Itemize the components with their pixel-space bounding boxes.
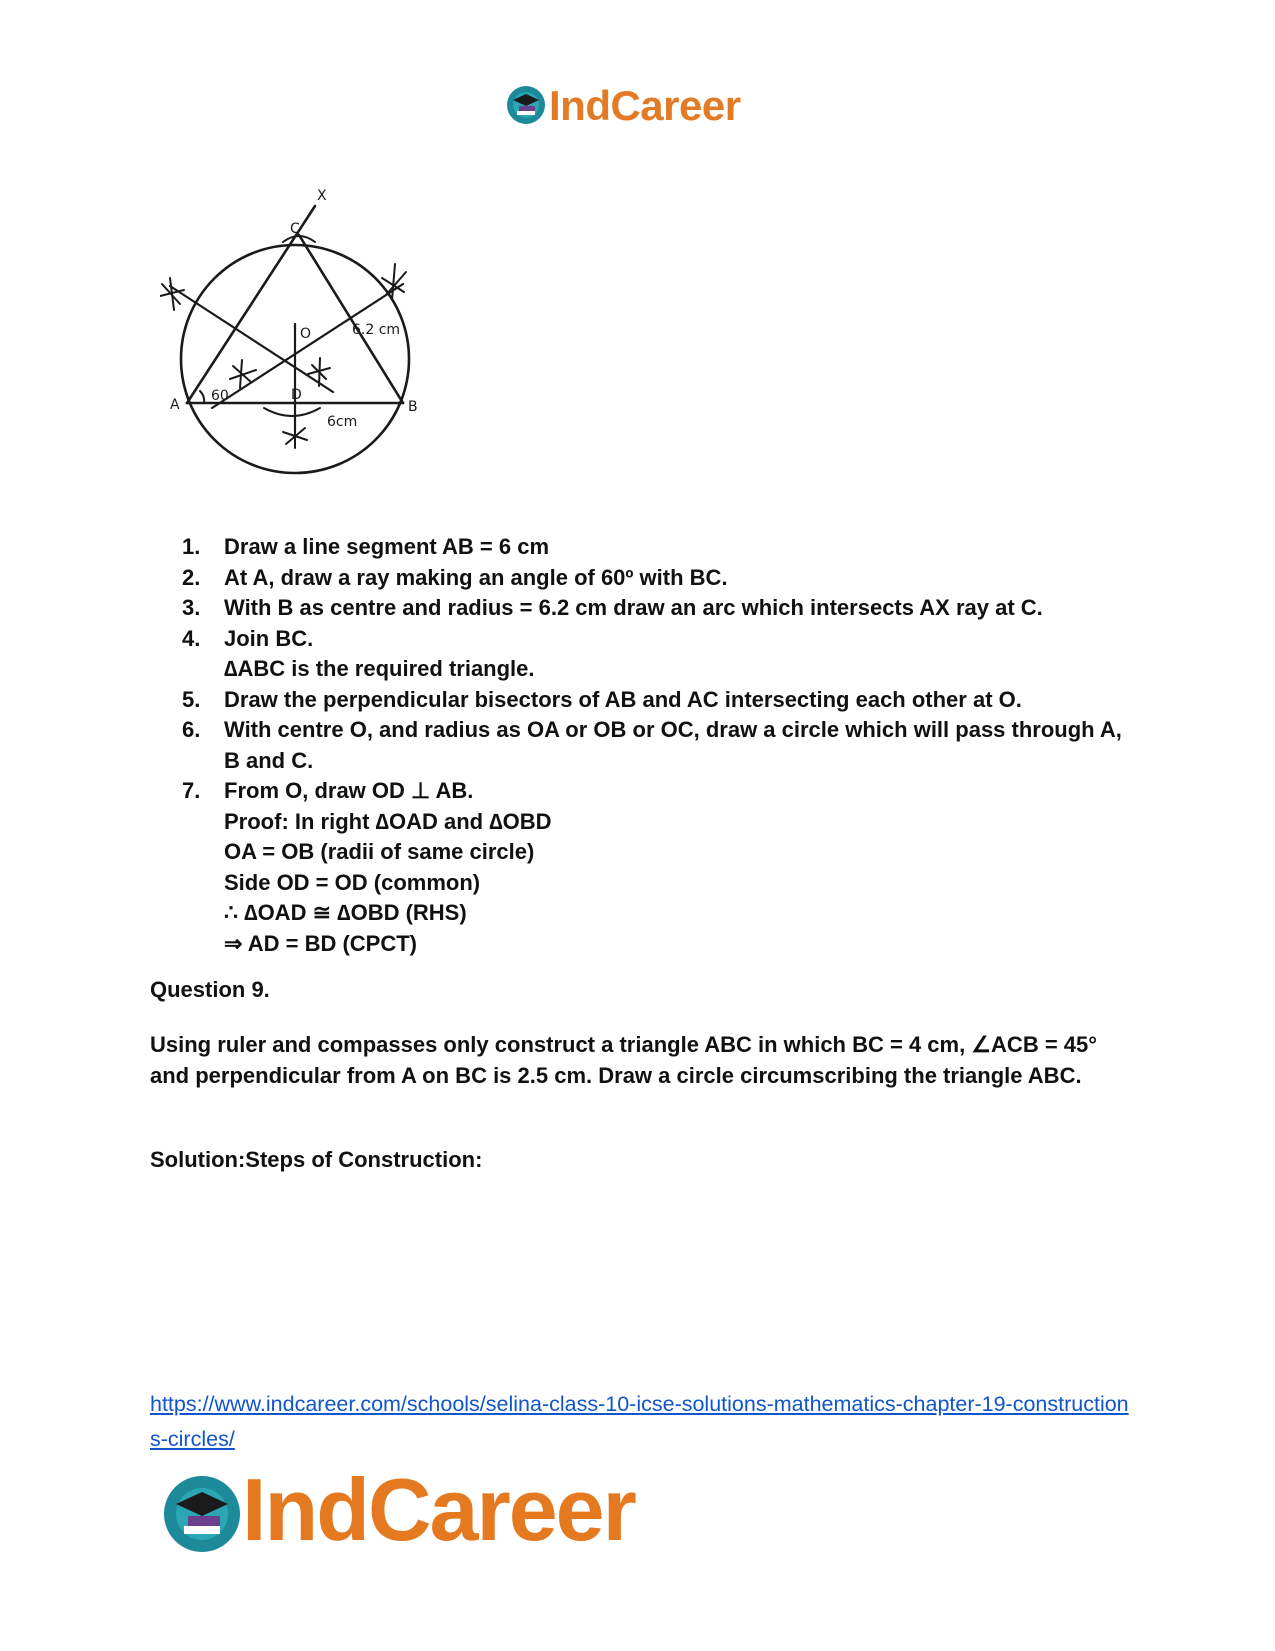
- step-item: [182, 532, 1142, 563]
- label-b: B: [408, 399, 418, 415]
- label-ab-length: 6cm: [327, 414, 358, 430]
- question-text: Using ruler and compasses only construct a triangle ABC in which BC = 4 cm, ∠ACB = 45° and perpendicular from A on BC is 2.5 cm. Draw a circle circumscribing the triangle ABC.: [150, 1032, 1098, 1088]
- step-item: [182, 715, 1142, 776]
- step-text: With B as centre and radius = 6.2 cm draw an arc which intersects AX ray at C.: [224, 595, 1043, 620]
- solution-heading: Solution:Steps of Construction:: [150, 1147, 483, 1172]
- construction-figure: [160, 186, 440, 486]
- label-d: D: [291, 387, 302, 403]
- header-logo-text: IndCareer: [549, 82, 741, 129]
- construction-steps: [182, 532, 1142, 959]
- step-text: Draw the perpendicular bisectors of AB and AC intersecting each other at O.: [224, 686, 1022, 712]
- logo-globe-icon: [505, 84, 547, 126]
- label-a: A: [170, 397, 180, 413]
- step-number: 4.: [182, 625, 201, 651]
- label-bc-length: 6.2 cm: [352, 322, 401, 338]
- proof-line: Side OD = OD (common): [224, 869, 481, 895]
- step-number: 7.: [182, 778, 201, 803]
- step-text: From O, draw OD ⊥ AB.: [224, 778, 474, 803]
- step-text: ∆ABC is the required triangle.: [224, 656, 535, 681]
- step-number: 6.: [182, 717, 201, 742]
- footer-logo-text: IndCareer: [242, 1460, 635, 1559]
- proof-line: ⇒ AD = BD (CPCT): [224, 930, 418, 956]
- proof-line: OA = OB (radii of same circle): [224, 839, 535, 864]
- step-item: [182, 624, 1142, 685]
- question-title: Question 9.: [150, 977, 270, 1002]
- step-number: 5.: [182, 686, 201, 712]
- label-angle: 60: [211, 388, 229, 404]
- label-c: C: [290, 221, 300, 237]
- step-item: [182, 776, 1142, 959]
- arc-at-a: [200, 391, 204, 403]
- source-link[interactable]: https://www.indcareer.com/schools/selina-class-10-icse-solutions-mathematics-chapter-19-constructions-circles/: [150, 1392, 1129, 1451]
- step-text: Draw a line segment AB = 6 cm: [224, 534, 550, 559]
- bisector-bc: [212, 284, 403, 408]
- step-number: 1.: [182, 534, 201, 559]
- step-text: At A, draw a ray making an angle of 60º with BC.: [224, 564, 728, 590]
- label-o: O: [300, 326, 312, 342]
- label-x: X: [317, 188, 327, 204]
- proof-line: Proof: In right ∆OAD and ∆OBD: [224, 808, 552, 834]
- proof-line: ∴ ∆OAD ≅ ∆OBD (RHS): [224, 900, 467, 925]
- step-text: With centre O, and radius as OA or OB or OC, draw a circle which will pass through A, B and C.: [224, 717, 1122, 773]
- step-number: 2.: [182, 564, 201, 590]
- step-item: [182, 685, 1142, 716]
- step-number: 3.: [182, 595, 201, 620]
- logo-globe-icon: [160, 1472, 244, 1556]
- header-logo: [505, 78, 785, 134]
- step-item: [182, 593, 1142, 624]
- footer-logo: [160, 1460, 720, 1559]
- arc-below-d: [264, 408, 320, 416]
- step-text: Join BC.: [224, 625, 314, 651]
- step-item: [182, 563, 1142, 594]
